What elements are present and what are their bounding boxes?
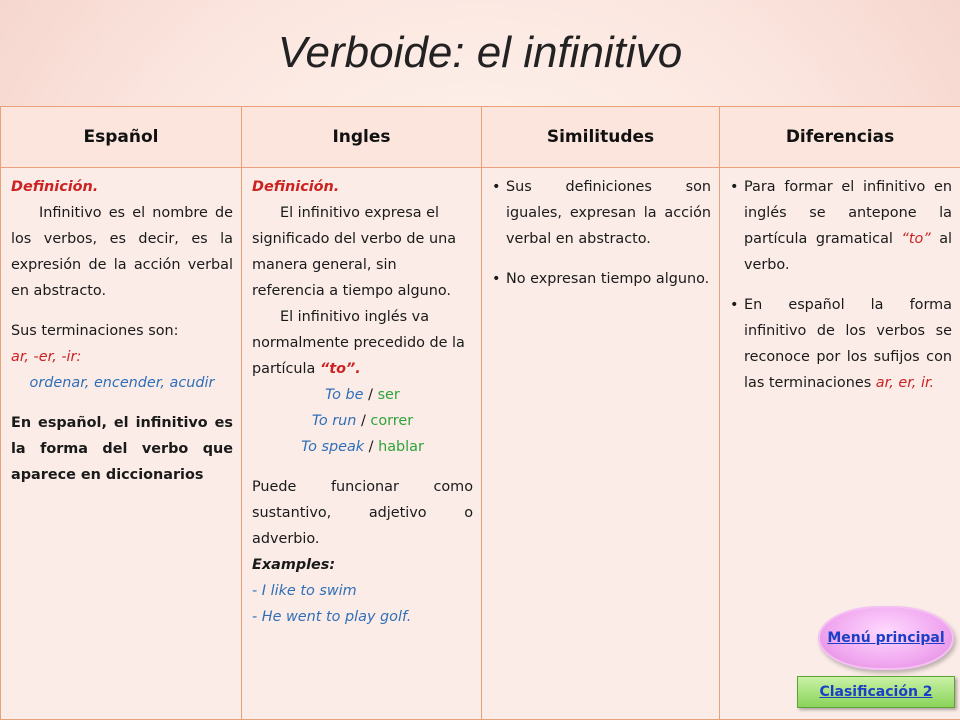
ingles-pair-sep: /: [360, 413, 366, 429]
header-ingles: Ingles: [242, 107, 482, 168]
ingles-to-text: [252, 304, 473, 382]
menu-principal-button[interactable]: Menú principal: [818, 606, 954, 670]
header-diferencias: Diferencias: [720, 107, 960, 168]
header-similitudes: Similitudes: [482, 107, 720, 168]
ingles-pair: [252, 434, 473, 460]
ingles-pair-en: To speak: [301, 439, 365, 455]
diferencias-item-1: [730, 174, 952, 278]
ingles-pair-en: To be: [325, 387, 364, 403]
clasificacion-2-button[interactable]: Clasificación 2: [797, 676, 955, 708]
ingles-example-2: - He went to play golf.: [252, 609, 412, 625]
diferencias-item-2: [730, 292, 952, 396]
espanol-term-text: Sus terminaciones son:: [11, 323, 179, 339]
cell-espanol: [1, 168, 242, 720]
espanol-examples: ordenar, encender, acudir: [29, 375, 215, 391]
espanol-def-label: Definición.: [11, 179, 99, 195]
ingles-pair-es: ser: [377, 387, 400, 403]
ingles-pair: [252, 382, 473, 408]
table-row: [1, 168, 960, 720]
ingles-def-label: Definición.: [252, 179, 340, 195]
ingles-pair-sep: /: [368, 387, 373, 403]
cell-similitudes: [482, 168, 720, 720]
header-espanol: Español: [1, 107, 242, 168]
ingles-to-prefix: El infinitivo inglés va normalmente precedido de la partícula: [252, 309, 465, 377]
ingles-pair-es: hablar: [378, 439, 424, 455]
diferencias-item-1-prefix: Para formar el infinitivo en inglés se antepone la partícula gramatical: [744, 179, 952, 247]
ingles-def-text: El infinitivo expresa el significado del verbo de una manera general, sin referencia a tiempo alguno.: [252, 205, 457, 299]
espanol-def-text: Infinitivo es el nombre de los verbos, es decir, es la expresión de la acción verbal en abstracto.: [11, 205, 233, 299]
ingles-example-1: - I like to swim: [252, 583, 357, 599]
ingles-pair-en: To run: [311, 413, 357, 429]
ingles-func-text: Puede funcionar como sustantivo, adjetivo o adverbio.: [252, 479, 473, 547]
page-title: Verboide: el infinitivo: [277, 28, 683, 77]
diferencias-item-1-suffix: al verbo.: [744, 231, 953, 273]
diferencias-item-1-to: “to”: [901, 231, 931, 247]
cell-ingles: [242, 168, 482, 720]
diferencias-item-2-prefix: En español la forma infinitivo de los verbos se reconoce por los sufijos con las terminaciones: [744, 297, 952, 391]
ingles-pair-sep: /: [368, 439, 374, 455]
similitudes-item-2: • No expresan tiempo alguno.: [492, 266, 711, 292]
ingles-examples-label: Examples:: [252, 557, 336, 573]
ingles-to-word: “to”.: [319, 361, 361, 377]
diferencias-item-2-endings: ar, er, ir.: [875, 375, 935, 391]
espanol-dict-text: En español, el infinitivo es la forma del verbo que aparece en diccionarios: [11, 415, 233, 483]
table-header-row: [1, 107, 960, 168]
ingles-pair: [252, 408, 473, 434]
ingles-pair-es: correr: [370, 413, 414, 429]
comparison-table: [0, 106, 960, 720]
espanol-term-endings: ar, -er, -ir:: [11, 349, 82, 365]
similitudes-item-1: • Sus definiciones son iguales, expresan la acción verbal en abstracto.: [492, 174, 711, 252]
